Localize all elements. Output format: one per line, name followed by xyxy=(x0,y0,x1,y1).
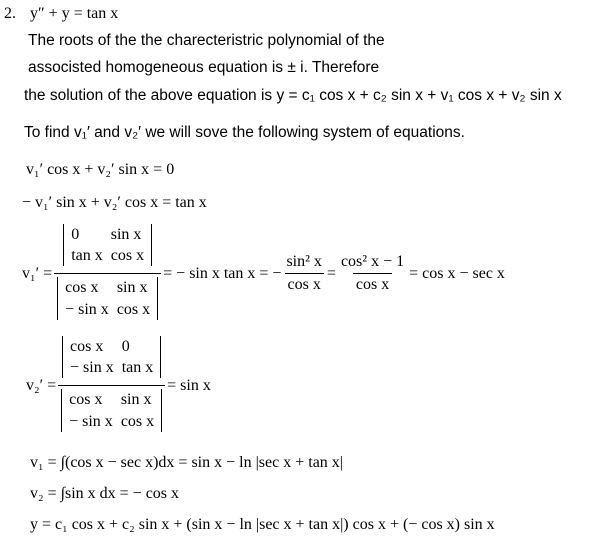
v2-denominator-determinant xyxy=(61,389,162,431)
v2-prime-equation xyxy=(26,336,211,436)
v1-prime-cramer-fraction xyxy=(54,224,161,324)
det-cell: − sin x xyxy=(69,412,113,430)
text-line-3: the solution of the above equation is y = c₁ cos x + c₂ sin x + v₁ cos x + v₂ sin x xyxy=(24,87,562,104)
det-cell: cos x xyxy=(65,279,99,297)
problem-header xyxy=(4,6,118,22)
text-line-1: The roots of the the charecteristric polynomial of the xyxy=(28,32,385,49)
det-cell: − sin x xyxy=(65,300,109,318)
problem-number: 2. xyxy=(4,5,16,22)
det-cell: cos x xyxy=(120,412,155,430)
v1-prime-lhs: v₁′ = xyxy=(22,264,53,282)
cos-squared-minus-one-fraction xyxy=(338,254,407,293)
det-cell: tan x xyxy=(121,359,154,377)
v1-prime-result: = cos x − sec x xyxy=(409,264,505,282)
det-cell: cos x xyxy=(116,300,151,318)
det-cell: 0 xyxy=(121,338,130,355)
det-cell: − sin x xyxy=(70,359,114,377)
sin-squared-over-cos-fraction xyxy=(283,254,324,293)
fraction-numerator: cos² x − 1 xyxy=(340,253,405,271)
v1-step-1: = − sin x tan x = − xyxy=(163,264,282,282)
v2-numerator-determinant xyxy=(62,336,161,378)
text-line-2: associsted homogeneous equation is ± i. Therefore xyxy=(28,59,380,76)
v2-prime-cramer-fraction xyxy=(58,336,165,436)
v1-integral: v₁ = ∫(cos x − sec x)dx = sin x − ln |sec x + tan x| xyxy=(30,454,343,471)
v2-prime-lhs: v₂′ = xyxy=(26,376,57,394)
text-line-4: To find v₁′ and v₂′ we will sove the following system of equations. xyxy=(24,124,465,141)
equals-sign: = xyxy=(326,264,336,282)
det-cell: cos x xyxy=(70,338,104,355)
det-cell: sin x xyxy=(120,391,152,409)
det-cell: cos x xyxy=(69,391,103,409)
fraction-denominator: cos x xyxy=(353,273,392,293)
problem-equation: y″ + y = tan x xyxy=(30,5,119,22)
system-eq-1: v₁′ cos x + v₂′ sin x = 0 xyxy=(26,161,175,178)
v2-integral: v₂ = ∫sin x dx = − cos x xyxy=(30,485,180,502)
det-cell: cos x xyxy=(110,247,145,265)
det-cell: 0 xyxy=(71,226,80,243)
v2-prime-result: = sin x xyxy=(167,376,211,394)
fraction-denominator: cos x xyxy=(285,273,324,293)
v1-numerator-determinant xyxy=(63,224,152,266)
det-cell: tan x xyxy=(71,247,103,265)
v1-denominator-determinant xyxy=(57,277,158,319)
det-cell: sin x xyxy=(110,226,142,243)
det-cell: sin x xyxy=(116,279,148,297)
fraction-numerator: sin² x xyxy=(286,253,322,271)
general-solution: y = c₁ cos x + c₂ sin x + (sin x − ln |sec x + tan x|) cos x + (− cos x) sin x xyxy=(30,516,495,533)
system-eq-2: − v₁′ sin x + v₂′ cos x = tan x xyxy=(22,194,207,211)
v1-prime-equation xyxy=(22,224,505,324)
